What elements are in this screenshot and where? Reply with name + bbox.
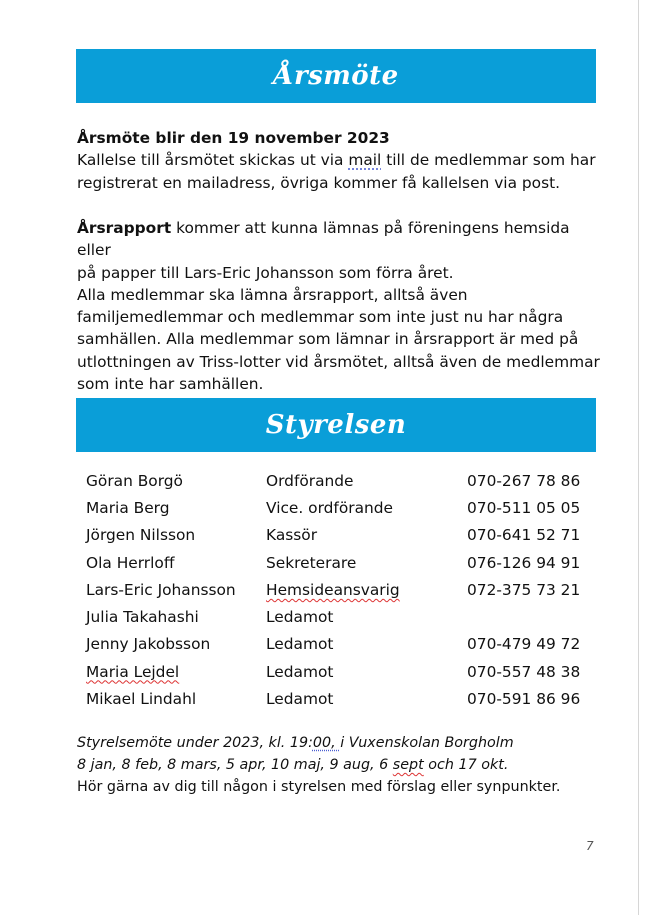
report-line-2: på papper till Lars-Eric Johansson som förra året. <box>77 263 454 282</box>
all-line-5: som inte har samhällen. <box>77 375 264 394</box>
table-row <box>80 631 587 658</box>
meetings-dates-a: 8 jan, 8 feb, 8 mars, 5 apr, 10 maj, 9 aug, 6 <box>77 756 393 773</box>
arsmote-section <box>77 127 607 194</box>
mail-word: mail <box>348 151 382 170</box>
meetings-text-a: Styrelsemöte under 2023, kl. 19: <box>77 735 313 751</box>
report-rest: kommer att kunna lämnas på föreningens hemsida eller <box>77 219 570 260</box>
table-row <box>80 685 587 712</box>
member-phone: 070-267 78 86 <box>467 471 581 490</box>
meetings-section <box>77 733 617 798</box>
member-name: Göran Borgö <box>86 471 183 490</box>
member-phone: 070-641 52 71 <box>467 526 581 545</box>
member-role: Ledamot <box>266 608 334 627</box>
table-row <box>80 549 587 576</box>
member-name-cell <box>80 658 266 685</box>
report-section <box>77 217 607 395</box>
meetings-time: 00, <box>312 735 341 751</box>
arsmote-banner: Årsmöte <box>76 49 596 103</box>
meetings-dates-b: och 17 okt. <box>423 756 509 773</box>
member-name: Maria Lejdel <box>86 662 180 681</box>
table-row <box>80 576 587 603</box>
member-role: Sekreterare <box>266 553 357 572</box>
table-row <box>80 603 587 630</box>
styrelsen-banner: Styrelsen <box>76 398 596 452</box>
member-phone: 076-126 94 91 <box>467 553 581 572</box>
meetings-line-1 <box>77 733 617 755</box>
member-role: Ordförande <box>266 471 354 490</box>
member-name: Lars-Eric Johansson <box>86 580 236 599</box>
page-number: 7 <box>586 839 594 853</box>
member-phone: 070-591 86 96 <box>467 690 581 709</box>
member-role-cell <box>266 576 467 603</box>
member-name: Jörgen Nilsson <box>86 526 196 545</box>
member-name: Jenny Jakobsson <box>86 635 211 654</box>
invitation-text-a: Kallelse till årsmötet skickas ut via <box>77 151 349 170</box>
invitation-line-1 <box>77 149 607 171</box>
all-line-3: samhällen. Alla medlemmar som lämnar in årsrapport är med på <box>77 330 579 349</box>
table-row <box>80 658 587 685</box>
member-phone: 072-375 73 21 <box>467 580 581 599</box>
member-name: Ola Herrloff <box>86 553 175 572</box>
meetings-text-b: i Vuxenskolan Borgholm <box>340 735 514 751</box>
member-phone: 070-479 49 72 <box>467 635 581 654</box>
member-phone: 070-557 48 38 <box>467 662 581 681</box>
member-name: Maria Berg <box>86 498 170 517</box>
invitation-line-2: registrerat en mailadress, övriga kommer få kallelsen via post. <box>77 173 561 192</box>
table-row <box>80 494 587 521</box>
meetings-sept: sept <box>392 756 424 773</box>
arsmote-date-heading: Årsmöte blir den 19 november 2023 <box>77 129 390 147</box>
all-line-1: Alla medlemmar ska lämna årsrapport, alltså även <box>77 285 468 304</box>
member-role: Hemsideansvarig <box>266 580 400 599</box>
member-name: Julia Takahashi <box>86 608 199 627</box>
all-line-4: utlottningen av Triss-lotter vid årsmötet, alltså även de medlemmar <box>77 352 600 371</box>
meetings-line-3: Hör gärna av dig till någon i styrelsen med förslag eller synpunkter. <box>77 778 561 795</box>
all-line-2: familjemedlemmar och medlemmar som inte just nu har några <box>77 308 564 327</box>
member-phone <box>467 603 587 630</box>
member-phone: 070-511 05 05 <box>467 498 581 517</box>
page-edge <box>638 0 639 915</box>
member-role: Ledamot <box>266 635 334 654</box>
member-role: Kassör <box>266 526 318 545</box>
invitation-text-b: till de medlemmar som har <box>381 151 596 170</box>
member-role: Vice. ordförande <box>266 498 394 517</box>
member-name: Mikael Lindahl <box>86 690 197 709</box>
board-table <box>80 467 587 713</box>
report-bold: Årsrapport <box>77 219 172 237</box>
table-row <box>80 522 587 549</box>
table-row <box>80 467 587 494</box>
report-line-1 <box>77 217 607 262</box>
member-role: Ledamot <box>266 662 334 681</box>
meetings-line-2 <box>77 755 617 777</box>
member-role: Ledamot <box>266 690 334 709</box>
